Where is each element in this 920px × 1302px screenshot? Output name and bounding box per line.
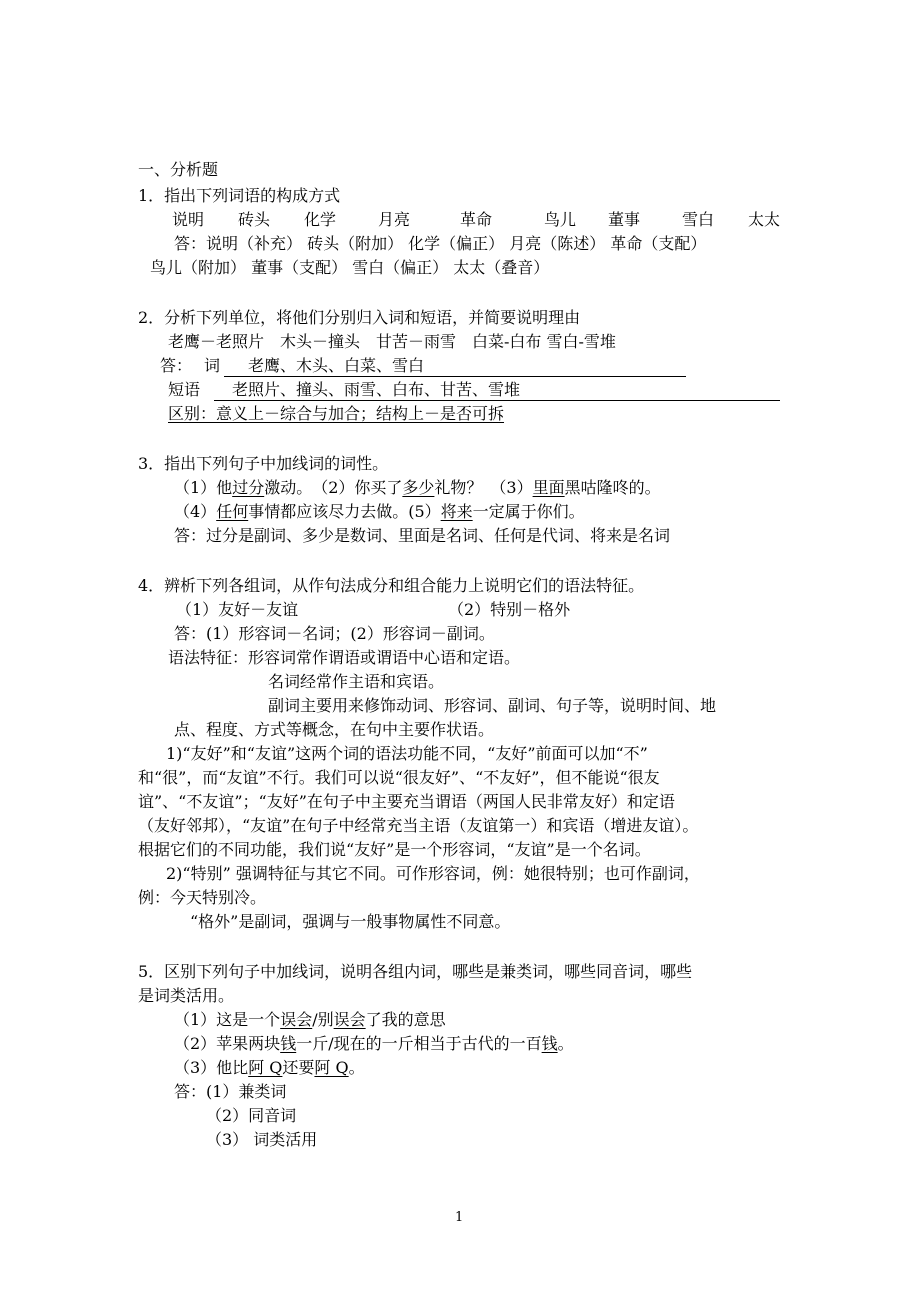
q3-text: 事情都应该尽力去做。(5） xyxy=(248,502,441,521)
q4-para1-line: 根据它们的不同功能，我们说“友好”是一个形容词，“友谊”是一个名词。 xyxy=(138,840,651,859)
q2-items: 老鹰－老照片 木头－撞头 甘苦－雨雪 白菜-白布 雪白-雪堆 xyxy=(168,332,616,351)
q2-duanyu-label: 短语 xyxy=(168,380,201,399)
q5-underlined-word: 钱 xyxy=(280,1034,297,1053)
q5-sentence-1 xyxy=(174,1008,446,1032)
q5-underlined-word: 阿 Q xyxy=(314,1058,349,1077)
q2-answer-prefix: 答： xyxy=(160,356,193,375)
q3-text: （4） xyxy=(174,502,217,521)
q5-answer-3: （3） 词类活用 xyxy=(206,1130,318,1149)
q5-text: 了我的意思 xyxy=(365,1010,446,1029)
q3-sentences-row2 xyxy=(174,500,585,524)
q5-text: 。 xyxy=(557,1034,574,1053)
q1-answer-line1: 答：说明（补充） 砖头（附加） 化学（偏正） 月亮（陈述） 革命（支配） xyxy=(174,234,707,253)
q5-sentence-2 xyxy=(174,1032,574,1056)
q4-para1-line: 谊”、“不友谊”；“友好”在句子中主要充当谓语（两国人民非常友好）和定语 xyxy=(138,792,675,811)
q5-sentence-3 xyxy=(174,1056,365,1080)
q2-duanyu-underline xyxy=(214,400,780,401)
q4-para1-line: 1)“友好”和“友谊”这两个词的语法功能不同，“友好”前面可以加“不” xyxy=(166,744,648,763)
q5-text: （3）他比 xyxy=(174,1058,249,1077)
q5-text: 一斤/现在的一斤相当于古代的一百 xyxy=(296,1034,542,1053)
q4-pair2: （2）特别－格外 xyxy=(448,600,571,619)
q1-word: 太太 xyxy=(748,210,781,229)
q3-underlined-word: 多少 xyxy=(402,478,435,497)
q1-word: 鸟儿 xyxy=(544,210,577,229)
q1-word: 化学 xyxy=(304,210,337,229)
q5-title-cont: 是词类活用。 xyxy=(138,986,235,1005)
section-heading: 一、分析题 xyxy=(138,160,219,179)
q5-underlined-word: 阿 Q xyxy=(248,1058,283,1077)
q4-pair1: （1）友好－友谊 xyxy=(176,600,299,619)
q3-text: 黑咕隆咚的。 xyxy=(564,478,661,497)
q3-text: 一定属于你们。 xyxy=(472,502,585,521)
q1-word: 雪白 xyxy=(682,210,715,229)
q1-word: 董事 xyxy=(608,210,641,229)
q4-feature-adv-cont: 点、程度、方式等概念，在句中主要作状语。 xyxy=(174,720,495,739)
q1-word: 砖头 xyxy=(238,210,271,229)
q4-feature-noun: 名词经常作主语和宾语。 xyxy=(268,672,445,691)
q1-word: 革命 xyxy=(460,210,493,229)
q5-title: 5．区别下列句子中加线词，说明各组内词，哪些是兼类词，哪些同音词，哪些 xyxy=(138,962,693,981)
q1-word: 月亮 xyxy=(378,210,411,229)
q3-sentences-row1 xyxy=(174,476,661,500)
q2-duanyu-value: 老照片、撞头、雨雪、白布、甘苦、雪堆 xyxy=(232,380,521,399)
q5-underlined-word: 钱 xyxy=(541,1034,558,1053)
page-number: 1 xyxy=(455,1210,464,1225)
q2-title: 2．分析下列单位，将他们分别归入词和短语，并简要说明理由 xyxy=(138,308,581,327)
q4-para2-line: 2)“特别” 强调特征与其它不同。可作形容词，例：她很特别；也可作副词， xyxy=(166,864,700,883)
q3-text: 礼物？ （3） xyxy=(434,478,533,497)
q3-underlined-word: 里面 xyxy=(532,478,565,497)
q1-word: 说明 xyxy=(172,210,205,229)
q2-ci-underline xyxy=(224,376,686,377)
q3-answer: 答：过分是副词、多少是数词、里面是名词、任何是代词、将来是名词 xyxy=(174,526,671,545)
q4-title: 4．辨析下列各组词，从作句法成分和组合能力上说明它们的语法特征。 xyxy=(138,576,645,595)
q5-text: 还要 xyxy=(282,1058,315,1077)
q3-underlined-word: 将来 xyxy=(440,502,473,521)
q2-ci-label: 词 xyxy=(204,356,221,375)
q1-title: 1．指出下列词语的构成方式 xyxy=(138,186,341,205)
q2-ci-value: 老鹰、木头、白菜、雪白 xyxy=(248,356,425,375)
q5-text: （2）苹果两块 xyxy=(174,1034,281,1053)
q4-feature-adj: 语法特征：形容词常作谓语或谓语中心语和定语。 xyxy=(168,648,521,667)
q5-answer-2: （2）同音词 xyxy=(206,1106,297,1125)
q5-text: （1）这是一个 xyxy=(174,1010,281,1029)
q1-answer-line2: 鸟儿（附加） 董事（支配） 雪白（偏正） 太太（叠音） xyxy=(150,258,550,277)
q5-text: 。 xyxy=(348,1058,365,1077)
q3-underlined-word: 过分 xyxy=(232,478,265,497)
q4-answer: 答：(1）形容词－名词；(2）形容词－副词。 xyxy=(174,624,495,643)
q5-underlined-word: 误会 xyxy=(333,1010,366,1029)
q3-text: （1）他 xyxy=(174,478,233,497)
q4-para2-line: “格外”是副词，强调与一般事物属性不同意。 xyxy=(190,912,511,931)
q5-answer-1: 答：(1）兼类词 xyxy=(174,1082,287,1101)
q3-title: 3．指出下列句子中加线词的词性。 xyxy=(138,454,389,473)
q4-para1-line: （友好邻邦），“友谊”在句子中经常充当主语（友谊第一）和宾语（增进友谊）。 xyxy=(138,816,699,835)
q3-text: 激动。 （2）你买了 xyxy=(264,478,403,497)
q4-para2-line: 例：今天特别冷。 xyxy=(138,888,267,907)
q3-underlined-word: 任何 xyxy=(216,502,249,521)
q4-para1-line: 和“很”，而“友谊”不行。我们可以说“很友好”、“不友好”，但不能说“很友 xyxy=(138,768,660,787)
q2-difference: 区别：意义上－综合与加合；结构上－是否可拆 xyxy=(168,404,505,423)
q4-feature-adv: 副词主要用来修饰动词、形容词、副词、句子等，说明时间、地 xyxy=(268,696,717,715)
q5-text: /别 xyxy=(312,1010,334,1029)
q5-underlined-word: 误会 xyxy=(280,1010,313,1029)
